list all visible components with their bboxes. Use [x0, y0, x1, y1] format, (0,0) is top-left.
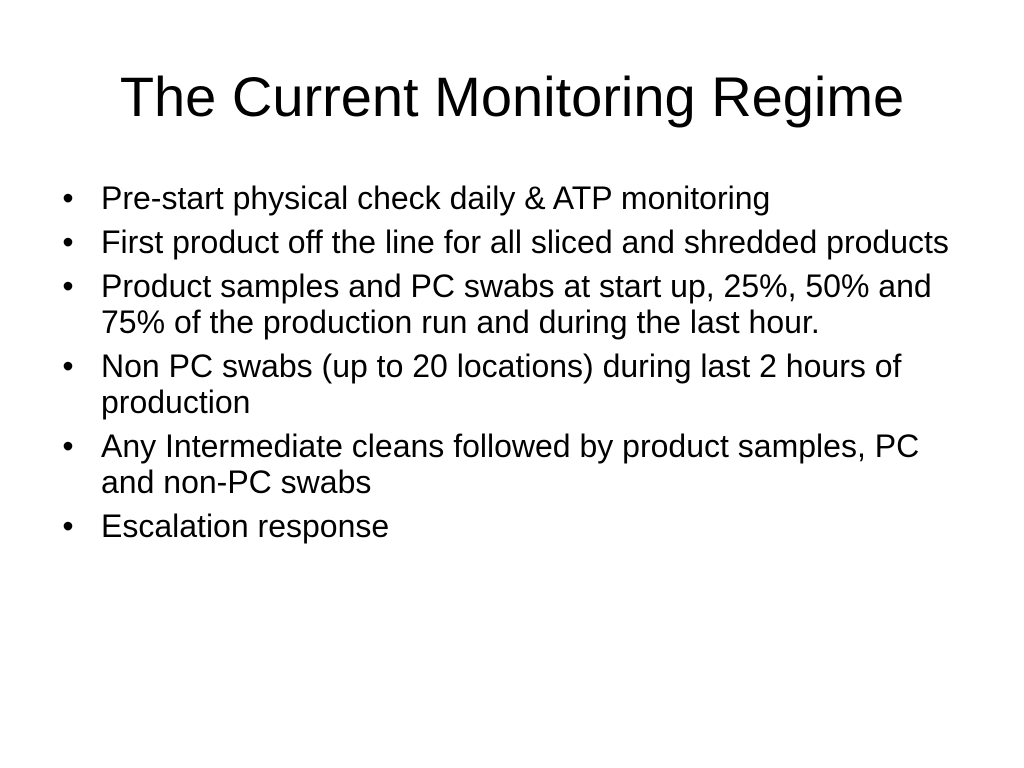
bullet-text: Pre-start physical check daily & ATP monitoring	[101, 180, 771, 216]
bullet-marker: •	[62, 224, 74, 260]
bullet-text: Product samples and PC swabs at start up, 25%, 50% and 75% of the production run and during the last hour.	[101, 268, 932, 340]
bullet-text: Escalation response	[101, 508, 390, 544]
bullet-text: First product off the line for all sliced and shredded products	[101, 224, 949, 260]
bullet-item	[58, 508, 958, 544]
bullet-marker: •	[62, 268, 74, 304]
bullet-item	[58, 224, 958, 260]
bullet-marker: •	[62, 428, 74, 464]
bullet-item	[58, 428, 958, 500]
bullet-text: Non PC swabs (up to 20 locations) during last 2 hours of production	[101, 348, 902, 420]
bullet-marker: •	[62, 348, 74, 384]
bullet-list	[58, 180, 958, 552]
bullet-marker: •	[62, 508, 74, 544]
bullet-item	[58, 348, 958, 420]
bullet-item	[58, 268, 958, 340]
slide-title: The Current Monitoring Regime	[119, 65, 905, 128]
bullet-text: Any Intermediate cleans followed by product samples, PC and non-PC swabs	[101, 428, 920, 500]
bullet-item	[58, 180, 958, 216]
bullet-marker: •	[62, 180, 74, 216]
